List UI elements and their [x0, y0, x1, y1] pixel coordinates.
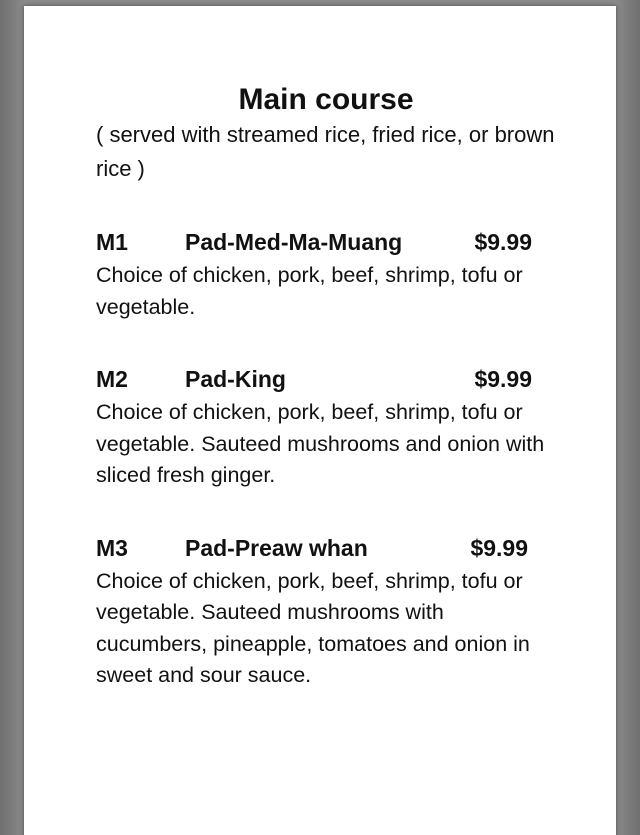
menu-item-header: [96, 532, 556, 564]
item-code: M1: [96, 229, 128, 255]
menu-item-header: [96, 226, 556, 258]
item-description: Choice of chicken, pork, beef, shrimp, tofu or vegetable.: [96, 263, 523, 319]
item-code: M2: [96, 366, 128, 392]
item-name: Pad-Med-Ma-Muang: [185, 229, 403, 255]
item-code: M3: [96, 534, 128, 561]
item-price: $9.99: [474, 229, 532, 255]
menu-item: [96, 226, 556, 323]
menu-item: [96, 532, 556, 692]
item-description: Choice of chicken, pork, beef, shrimp, tofu or vegetable. Sauteed mushrooms and onion with sliced fresh ginger.: [96, 400, 545, 487]
menu-subtitle: ( served with streamed rice, fried rice, or brown rice ): [96, 122, 555, 181]
menu-item: [96, 363, 556, 492]
item-price: $9.99: [474, 366, 532, 392]
document-page: [24, 6, 616, 835]
menu-item-header: [96, 363, 556, 395]
item-name: Pad-Preaw whan: [185, 534, 368, 561]
item-description: Choice of chicken, pork, beef, shrimp, tofu or vegetable. Sauteed mushrooms with cucumbers, pineapple, tomatoes and onion in sweet and sour sauce.: [96, 568, 530, 687]
menu-title: Main course: [238, 83, 414, 116]
menu-content: [96, 82, 556, 692]
item-price: $9.99: [470, 534, 528, 561]
item-name: Pad-King: [185, 366, 286, 392]
